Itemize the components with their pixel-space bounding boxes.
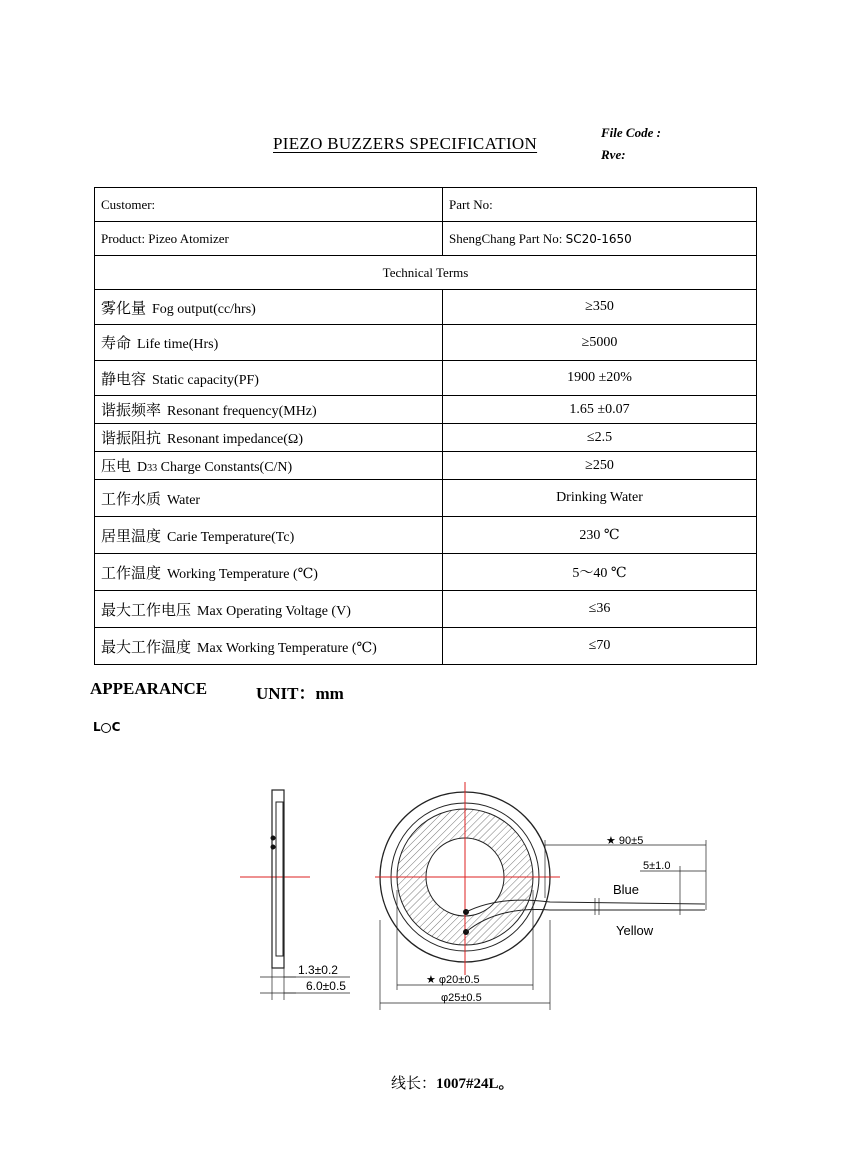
part-no-cell: Part No: [443, 188, 757, 222]
strip-length-dimension: 5±1.0 [643, 860, 671, 872]
spec-label [95, 517, 443, 554]
spec-label-en: Working Temperature (℃) [167, 566, 318, 582]
side-width-dimension: 6.0±0.5 [306, 979, 346, 993]
spec-label [95, 396, 443, 424]
spec-label-cn: 雾化量 [101, 298, 147, 317]
sheng-part-label: ShengChang Part No: [449, 230, 563, 246]
file-code-label: File Code : [601, 125, 661, 140]
spec-label-en: Carie Temperature(Tc) [167, 529, 295, 545]
technical-terms-header: Technical Terms [95, 256, 757, 290]
spec-value: ≤36 [443, 591, 757, 628]
spec-label-en: Charge Constants(C/N) [160, 460, 293, 475]
spec-label-cn: 压电 [101, 457, 132, 475]
spec-value: 230 ℃ [443, 517, 757, 554]
wire-length-dimension: ★ 90±5 [606, 835, 644, 847]
top-view [375, 782, 706, 1010]
blue-wire-label: Blue [613, 882, 640, 897]
spec-value: 1900 ±20% [443, 361, 757, 396]
spec-label-en: Fog output(cc/hrs) [152, 301, 256, 317]
side-outer-body [272, 790, 284, 968]
spec-label [95, 628, 443, 665]
spec-label [95, 480, 443, 517]
customer-cell: Customer: [95, 188, 443, 222]
spec-value: ≥5000 [443, 325, 757, 361]
spec-label-cn: 工作水质 [101, 489, 162, 508]
spec-value: 5～40 ℃ [443, 554, 757, 591]
spec-label-en: Resonant frequency(MHz) [167, 404, 317, 419]
spec-label-cn: 最大工作温度 [101, 637, 192, 656]
solder-point [271, 836, 276, 841]
spec-label-sym: D [137, 460, 148, 475]
product-cell: Product: Pizeo Atomizer [95, 222, 443, 256]
spec-label [95, 290, 443, 325]
file-code-block [601, 122, 661, 166]
spec-label-sub: 33 [147, 463, 158, 474]
spec-value: 1.65 ±0.07 [443, 396, 757, 424]
spec-value: ≤2.5 [443, 424, 757, 452]
wire-spec-label: 线长： [391, 1074, 437, 1092]
spec-label-en: Max Operating Voltage (V) [197, 603, 351, 619]
spec-label [95, 452, 443, 480]
sheng-part-value: SC20-1650 [565, 231, 632, 246]
sheng-part-cell [443, 222, 757, 256]
inner-diameter-dimension: ★ φ20±0.5 [426, 974, 480, 986]
thickness-dimension: 1.3±0.2 [298, 963, 338, 977]
appearance-heading: APPEARANCE [90, 679, 208, 698]
wire-spec-value: 1007#24L。 [436, 1076, 514, 1092]
spec-value: Drinking Water [443, 480, 757, 517]
yellow-wire-label: Yellow [616, 923, 654, 938]
spec-label-cn: 谐振阻抗 [101, 429, 162, 447]
revision-label: Rve: [601, 147, 626, 162]
spec-label-en: Water [167, 492, 201, 508]
spec-value: ≥250 [443, 452, 757, 480]
spec-label-cn: 工作温度 [101, 563, 162, 582]
solder-point [271, 845, 276, 850]
wire-spec [391, 1072, 514, 1093]
spec-value: ≤70 [443, 628, 757, 665]
side-view [240, 790, 350, 1000]
spec-label [95, 591, 443, 628]
specification-table [94, 187, 757, 665]
spec-label [95, 361, 443, 396]
outer-diameter-dimension: φ25±0.5 [441, 992, 482, 1004]
spec-label-en: Max Working Temperature (℃) [197, 640, 377, 656]
spec-label-cn: 居里温度 [101, 526, 162, 545]
spec-label [95, 554, 443, 591]
spec-label-cn: 静电容 [101, 369, 147, 388]
spec-label-cn: 谐振频率 [101, 401, 162, 419]
spec-label-cn: 寿命 [101, 334, 132, 352]
company-logo: L C [93, 720, 120, 734]
spec-label [95, 325, 443, 361]
appearance-drawing [230, 770, 720, 1020]
spec-value: ≥350 [443, 290, 757, 325]
document-title: PIEZO BUZZERS SPECIFICATION [273, 134, 538, 153]
spec-label [95, 424, 443, 452]
unit-label: UNIT：mm [256, 684, 344, 703]
spec-label-en: Life time(Hrs) [137, 337, 219, 352]
spec-label-en: Static capacity(PF) [152, 372, 259, 388]
spec-label-en: Resonant impedance(Ω) [167, 432, 303, 447]
side-inner-body [276, 802, 283, 956]
spec-label-cn: 最大工作电压 [101, 600, 192, 619]
